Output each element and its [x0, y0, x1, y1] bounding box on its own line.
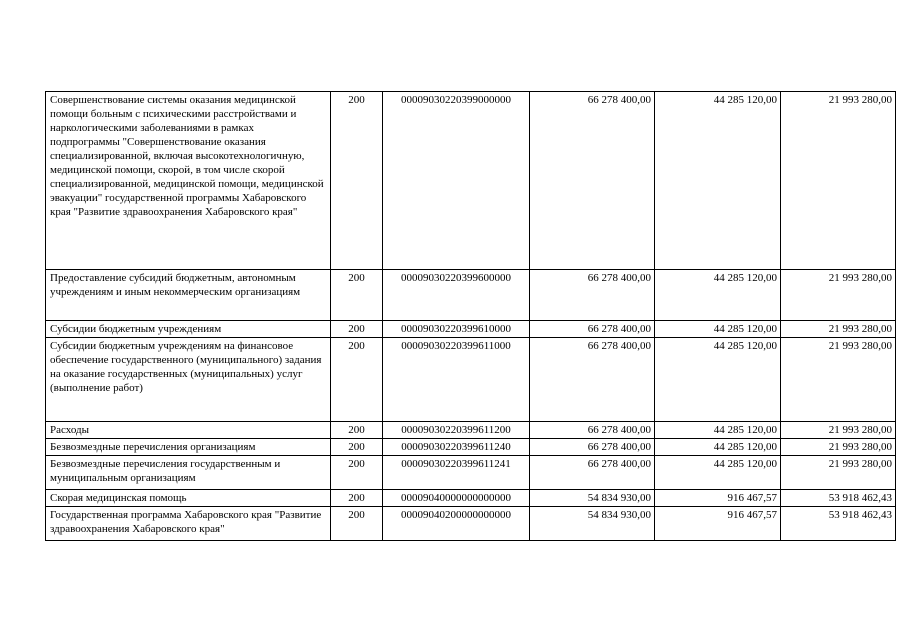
row-amount-1-cell: 54 834 930,00: [530, 507, 655, 541]
row-code-cell: 200: [331, 422, 383, 439]
row-amount-1-cell: 66 278 400,00: [530, 338, 655, 422]
row-amount-3-cell: 21 993 280,00: [781, 422, 896, 439]
table-row: [46, 490, 896, 507]
row-code-cell: 200: [331, 490, 383, 507]
row-csr-cell: 00009030220399611241: [383, 456, 530, 490]
row-amount-2-cell: 44 285 120,00: [655, 92, 781, 270]
row-amount-3-cell: 21 993 280,00: [781, 92, 896, 270]
row-amount-3-cell: 21 993 280,00: [781, 338, 896, 422]
row-csr-cell: 00009030220399611240: [383, 439, 530, 456]
table-row: [46, 507, 896, 541]
row-name-cell: Совершенствование системы оказания медицинской помощи больным с психическими расстройствами и наркологическими заболеваниями в рамках подпрограммы "Совершенствование оказания специализированной, включая высокотехнологичную, медицинской помощи, скорой, в том числе скорой специализированной, медицинской помощи, медицинской эвакуации" государственной программы Хабаровского края "Развитие здравоохранения Хабаровского края": [46, 92, 331, 270]
row-amount-2-cell: 44 285 120,00: [655, 439, 781, 456]
row-amount-2-cell: 44 285 120,00: [655, 422, 781, 439]
row-amount-2-cell: 44 285 120,00: [655, 456, 781, 490]
row-code-cell: 200: [331, 338, 383, 422]
row-csr-cell: 00009030220399611000: [383, 338, 530, 422]
row-csr-cell: 00009030220399611200: [383, 422, 530, 439]
row-name-cell: Безвозмездные перечисления организациям: [46, 439, 331, 456]
row-code-cell: 200: [331, 456, 383, 490]
row-name-cell: Скорая медицинская помощь: [46, 490, 331, 507]
row-amount-1-cell: 66 278 400,00: [530, 92, 655, 270]
row-name-cell: Субсидии бюджетным учреждениям на финансовое обеспечение государственного (муниципального) задания на оказание государственных (муниципальных) услуг (выполнение работ): [46, 338, 331, 422]
row-amount-1-cell: 66 278 400,00: [530, 439, 655, 456]
row-amount-3-cell: 21 993 280,00: [781, 439, 896, 456]
row-amount-1-cell: 66 278 400,00: [530, 270, 655, 321]
row-csr-cell: 00009030220399600000: [383, 270, 530, 321]
row-code-cell: 200: [331, 321, 383, 338]
row-amount-2-cell: 916 467,57: [655, 507, 781, 541]
row-amount-3-cell: 53 918 462,43: [781, 507, 896, 541]
row-code-cell: 200: [331, 439, 383, 456]
row-amount-1-cell: 66 278 400,00: [530, 456, 655, 490]
row-amount-1-cell: 54 834 930,00: [530, 490, 655, 507]
table-row: [46, 321, 896, 338]
row-csr-cell: 00009030220399000000: [383, 92, 530, 270]
table-row: [46, 270, 896, 321]
table-row: [46, 439, 896, 456]
row-amount-3-cell: 53 918 462,43: [781, 490, 896, 507]
row-amount-3-cell: 21 993 280,00: [781, 456, 896, 490]
budget-table: [45, 91, 896, 541]
row-amount-3-cell: 21 993 280,00: [781, 321, 896, 338]
row-name-cell: Безвозмездные перечисления государственным и муниципальным организациям: [46, 456, 331, 490]
row-code-cell: 200: [331, 92, 383, 270]
row-name-cell: Предоставление субсидий бюджетным, автономным учреждениям и иным некоммерческим организациям: [46, 270, 331, 321]
row-code-cell: 200: [331, 507, 383, 541]
row-csr-cell: 00009040000000000000: [383, 490, 530, 507]
row-name-cell: Расходы: [46, 422, 331, 439]
row-csr-cell: 00009040200000000000: [383, 507, 530, 541]
row-name-cell: Субсидии бюджетным учреждениям: [46, 321, 331, 338]
table-row: [46, 456, 896, 490]
row-csr-cell: 00009030220399610000: [383, 321, 530, 338]
row-amount-2-cell: 44 285 120,00: [655, 270, 781, 321]
row-amount-2-cell: 916 467,57: [655, 490, 781, 507]
row-amount-3-cell: 21 993 280,00: [781, 270, 896, 321]
row-name-cell: Государственная программа Хабаровского края "Развитие здравоохранения Хабаровского края": [46, 507, 331, 541]
row-amount-2-cell: 44 285 120,00: [655, 338, 781, 422]
table-row: [46, 92, 896, 270]
row-amount-1-cell: 66 278 400,00: [530, 422, 655, 439]
row-amount-1-cell: 66 278 400,00: [530, 321, 655, 338]
table-row: [46, 338, 896, 422]
row-code-cell: 200: [331, 270, 383, 321]
row-amount-2-cell: 44 285 120,00: [655, 321, 781, 338]
table-row: [46, 422, 896, 439]
